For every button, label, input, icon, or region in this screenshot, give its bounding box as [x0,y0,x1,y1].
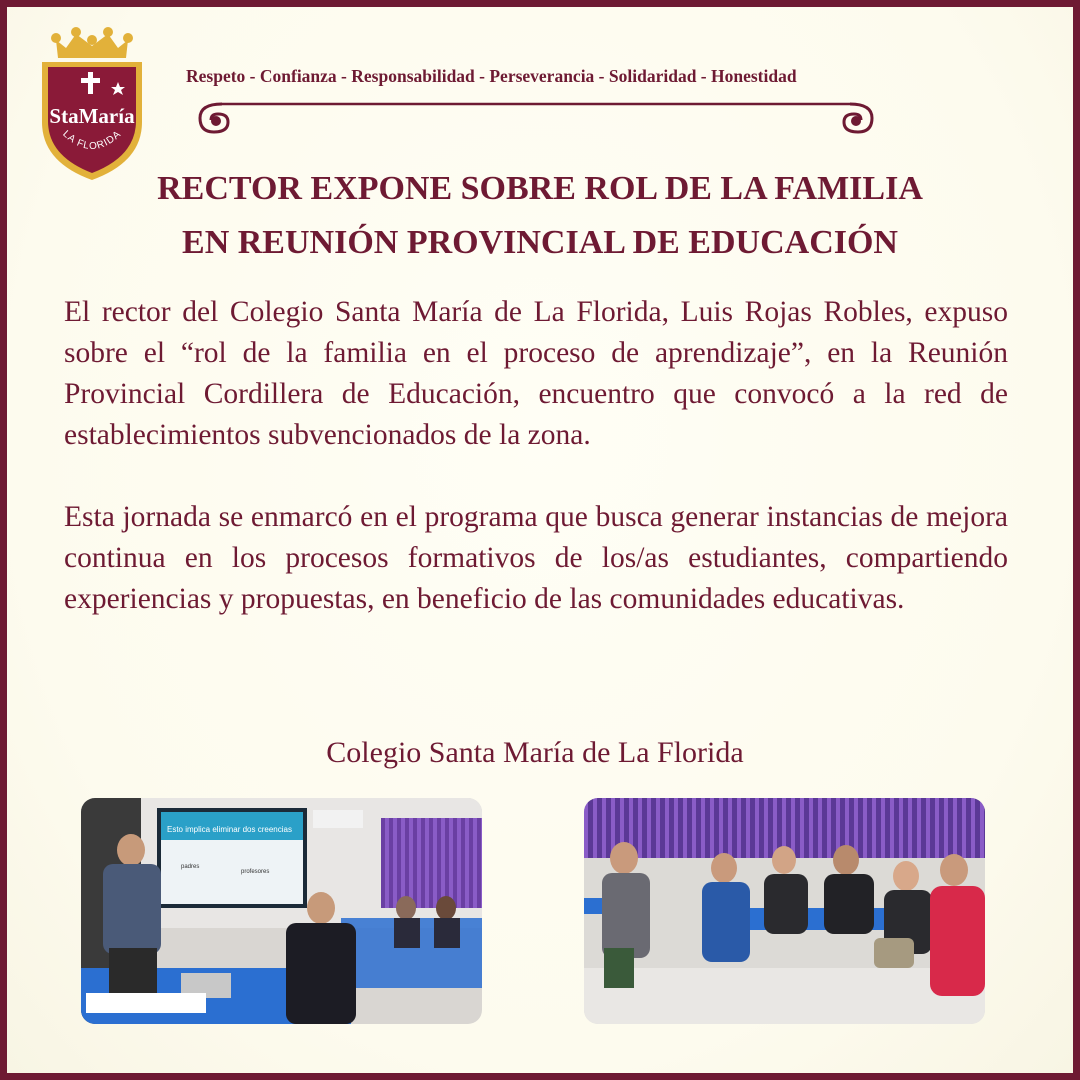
svg-text:Esto implica eliminar dos cree: Esto implica eliminar dos creencias [167,825,292,834]
paragraph-2: Esta jornada se enmarcó en el programa que busca generar instancias de mejora continua en los procesos formativos de los/as estudiantes, compartiendo experiencias y propuestas, en beneficio de las comunidades educativas. [64,501,1008,615]
photo-presentation [81,798,482,1024]
signature: Colegio Santa María de La Florida [326,736,744,769]
svg-text:profesores: profesores [241,869,270,875]
decorative-divider [186,98,886,138]
headline-line-1: RECTOR EXPONE SOBRE ROL DE LA FAMILIA [157,170,923,207]
school-motto: Respeto - Confianza - Responsabilidad - Perseverancia - Solidaridad - Honestidad [186,66,797,86]
svg-text:padres: padres [181,864,200,870]
svg-text:StaMaría: StaMaría [49,104,135,128]
paragraph-1: El rector del Colegio Santa María de La Florida, Luis Rojas Robles, expuso sobre el “rol de la familia en el proceso de aprendizaje”, en la Reunión Provincial Cordillera de Educación, encuentro que convocó a la red de establecimientos subvencionados de la zona. [64,296,1008,451]
headline-line-2: EN REUNIÓN PROVINCIAL DE EDUCACIÓN [182,224,898,261]
article-body [64,292,1008,620]
school-crest-logo [36,26,148,182]
photo-audience [584,798,985,1024]
headline [0,162,1080,270]
svg-text:LA FLORIDA: LA FLORIDA [60,128,124,153]
